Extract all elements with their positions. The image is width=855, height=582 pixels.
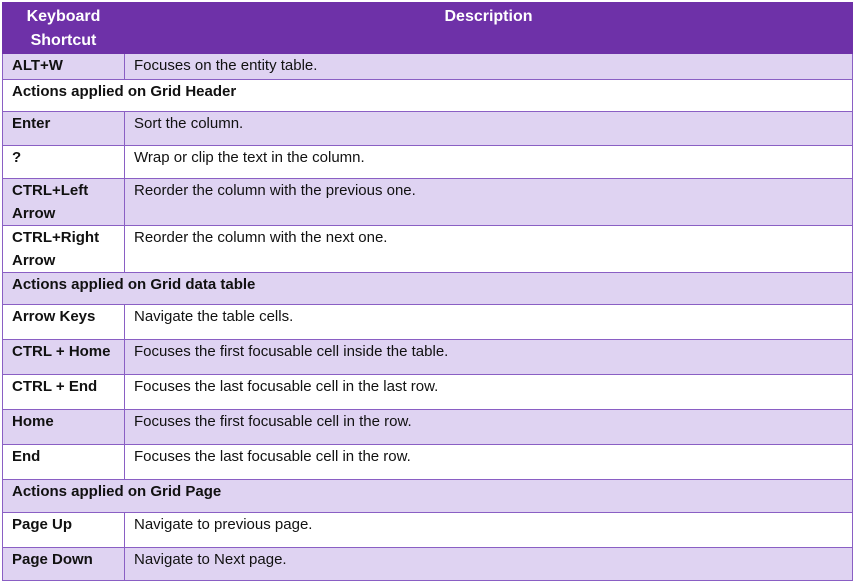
table-row — [3, 179, 853, 226]
shortcut-cell: Page Down — [3, 548, 125, 581]
description-cell: Wrap or clip the text in the column. — [125, 146, 853, 179]
table-row — [3, 112, 853, 146]
shortcut-cell: CTRL + End — [3, 375, 125, 410]
section-label: Actions applied on Grid Page — [3, 480, 853, 513]
shortcut-cell: Arrow Keys — [3, 305, 125, 340]
section-row — [3, 480, 853, 513]
table-row — [3, 305, 853, 340]
description-cell: Focuses the first focusable cell in the row. — [125, 410, 853, 445]
table-row — [3, 513, 853, 548]
table-row — [3, 445, 853, 480]
description-cell: Navigate to previous page. — [125, 513, 853, 548]
table-row — [3, 548, 853, 581]
table-row — [3, 340, 853, 375]
section-row — [3, 80, 853, 112]
description-cell: Focuses the last focusable cell in the last row. — [125, 375, 853, 410]
table-header-row — [3, 3, 853, 54]
shortcut-cell: ? — [3, 146, 125, 179]
shortcut-cell: End — [3, 445, 125, 480]
description-cell: Focuses on the entity table. — [125, 54, 853, 80]
description-cell: Sort the column. — [125, 112, 853, 146]
section-label: Actions applied on Grid data table — [3, 273, 853, 305]
description-cell: Reorder the column with the previous one. — [125, 179, 853, 226]
shortcut-cell: Enter — [3, 112, 125, 146]
table-row — [3, 54, 853, 80]
shortcut-cell: Home — [3, 410, 125, 445]
shortcut-cell: ALT+W — [3, 54, 125, 80]
keyboard-shortcut-table — [2, 2, 853, 581]
description-cell: Focuses the last focusable cell in the row. — [125, 445, 853, 480]
description-cell: Reorder the column with the next one. — [125, 226, 853, 273]
description-cell: Navigate to Next page. — [125, 548, 853, 581]
shortcut-cell: CTRL + Home — [3, 340, 125, 375]
description-cell: Navigate the table cells. — [125, 305, 853, 340]
shortcut-cell: CTRL+Right Arrow — [3, 226, 125, 273]
column-header-description: Description — [125, 3, 853, 54]
column-header-shortcut: Keyboard Shortcut — [3, 3, 125, 54]
table-row — [3, 146, 853, 179]
description-cell: Focuses the first focusable cell inside the table. — [125, 340, 853, 375]
table-row — [3, 410, 853, 445]
shortcut-cell: Page Up — [3, 513, 125, 548]
section-label: Actions applied on Grid Header — [3, 80, 853, 112]
section-row — [3, 273, 853, 305]
table-row — [3, 375, 853, 410]
shortcut-cell: CTRL+Left Arrow — [3, 179, 125, 226]
table-row — [3, 226, 853, 273]
